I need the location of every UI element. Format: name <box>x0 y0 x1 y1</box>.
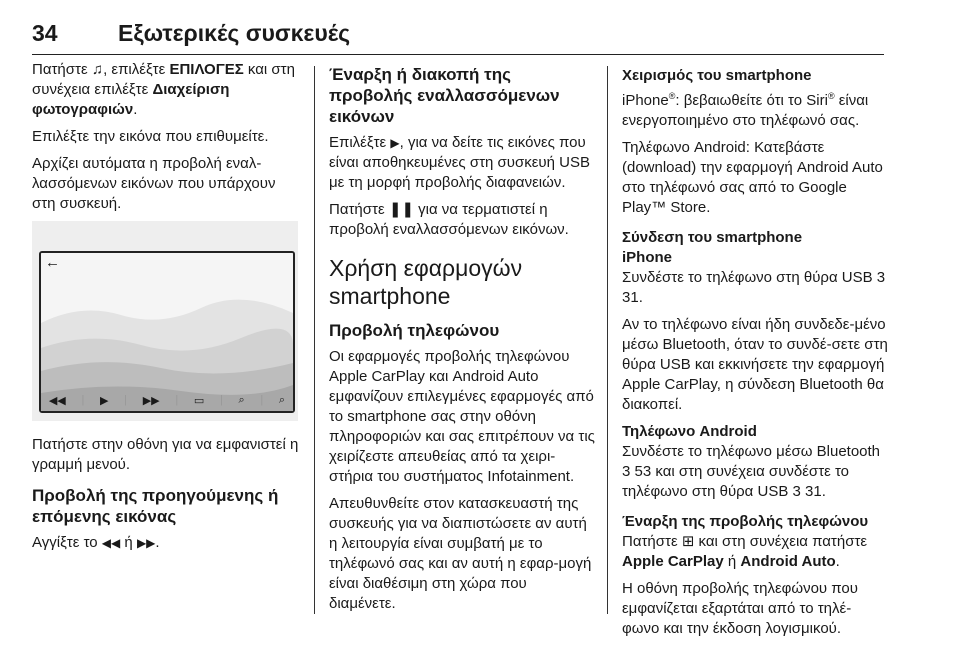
column-divider <box>607 66 608 614</box>
chapter-heading: Χρήση εφαρμογών smartphone <box>329 255 523 309</box>
previous-icon: ◀◀ <box>101 536 121 550</box>
paragraph: Πατήστε στην οθόνη για να εμφανιστεί η γραμμή μενού. <box>32 436 299 473</box>
landscape-image <box>41 253 293 411</box>
subsection-heading: Τηλέφωνο Android <box>622 423 757 440</box>
page-reference[interactable]: 3 31 <box>792 483 822 500</box>
subsection-heading: iPhone <box>622 249 673 266</box>
section-heading: Προβολή τηλεφώνου <box>329 321 500 340</box>
page-title: Εξωτερικές συσκευές <box>118 20 351 46</box>
display-screen <box>39 251 295 413</box>
column-3 <box>622 60 888 646</box>
paragraph: Επιλέξτε ▶, για να δείτε τις εικόνες που είναι αποθηκευμένες στη συσκευή USB με τη μορφή προβολής διαφανειών. <box>329 134 590 191</box>
rewind-icon: ◀◀ <box>48 394 66 407</box>
zoom-out-icon: ⌕ <box>238 393 245 406</box>
play-icon: ▶ <box>100 394 109 407</box>
slideshow-icon: ▭ <box>193 394 205 407</box>
paragraph: Απευθυνθείτε στον κατασκευαστή της συσκευής για να διαπιστώσετε αν αυτή η λειτουργία είναι συμβατή με το τηλέφωνό σας και αν αυτή η εφαρ-μογή είναι διαθέσιμη στη χώρα που διαμένετε. <box>329 495 592 612</box>
paragraph: Πατήστε ♫, επιλέξτε ΕΠΙΛΟΓΕΣ και στη συνέχεια επιλέξτε Διαχείριση φωτογραφιών. <box>32 61 295 118</box>
next-icon: ▶▶ <box>136 536 156 550</box>
section-heading: Έναρξη ή διακοπή της προβολής εναλλασσόμενων εικόνων <box>329 65 560 126</box>
apps-grid-icon: ⊞ <box>681 533 695 550</box>
column-1 <box>32 60 302 560</box>
paragraph: Πατήστε ❚❚ για να τερματιστεί η προβολή εναλλασσόμενων εικόνων. <box>329 201 569 238</box>
play-icon: ▶ <box>390 136 400 150</box>
page-header <box>32 20 884 55</box>
zoom-in-icon: ⌕ <box>278 393 286 406</box>
paragraph: Πατήστε ⊞ και στη συνέχεια πατήστε Apple CarPlay ή Android Auto. <box>622 533 868 570</box>
pause-icon: ❚❚ <box>388 201 414 218</box>
subsection-heading: Έναρξη της προβολής τηλεφώνου <box>622 513 869 530</box>
paragraph: Αγγίξτε το ◀◀ ή ▶▶. <box>32 534 160 551</box>
page-number: 34 <box>32 20 58 46</box>
paragraph: Συνδέστε το τηλέφωνο μέσω Bluetooth 3 53 και στη συνέχεια συνδέστε το τηλέφωνο στη θύρα USB 3 31. <box>622 443 881 500</box>
section-heading: Προβολή της προηγούμενης ή επόμενης εικόνας <box>32 486 279 526</box>
paragraph: Συνδέστε το τηλέφωνο στη θύρα USB 3 31. <box>622 269 886 306</box>
paragraph: Αρχίζει αυτόματα η προβολή εναλ-λασσόμενων εικόνων που υπάρχουν στη συσκευή. <box>32 155 276 212</box>
page-reference[interactable]: 3 31 <box>622 269 886 306</box>
back-arrow-icon: ← <box>45 254 60 271</box>
paragraph: Επιλέξτε την εικόνα που επιθυμείτε. <box>32 128 269 145</box>
paragraph: Η οθόνη προβολής τηλεφώνου που εμφανίζεται εξαρτάται από το τηλέ-φωνο και την έκδοση λογισμικού. <box>622 580 858 637</box>
menu-bar: ◀◀ | ▶ | ▶▶ | ▭ | ⌕ | ⌕ <box>48 393 286 407</box>
paragraph: Αν το τηλέφωνο είναι ήδη συνδεδε-μένο μέσω Bluetooth, όταν το συνδέ-σετε στη θύρα USB και εκκινήσετε την εφαρμογή Apple CarPlay, η σύνδεση Bluetooth θα διακοπεί. <box>622 316 888 413</box>
slideshow-illustration <box>32 221 298 421</box>
subsection-heading: Σύνδεση του smartphone <box>622 229 803 246</box>
page-reference[interactable]: 3 53 <box>622 463 652 480</box>
paragraph: Οι εφαρμογές προβολής τηλεφώνου Apple CarPlay και Android Auto εμφανίζουν επιλεγμένες εφαρμογές από το smartphone σας στην οθόνη πληροφοριών και σας επιτρέπουν να τις χειρίζεστε απευθείας από τα χειρι-στήρια του συστήματος Infotainment. <box>329 348 595 485</box>
paragraph: Τηλέφωνο Android: Κατεβάστε (download) την εφαρμογή Android Auto στο τηλέφωνό σας από το Google Play™ Store. <box>622 139 883 216</box>
paragraph: iPhone®: βεβαιωθείτε ότι το Siri® είναι ενεργοποιημένο στο τηλέφωνό σας. <box>622 91 869 129</box>
fast-forward-icon: ▶▶ <box>142 394 160 407</box>
column-2 <box>329 60 595 621</box>
column-divider <box>314 66 315 614</box>
subsection-heading: Χειρισμός του smartphone <box>622 67 812 84</box>
music-note-icon: ♫ <box>91 61 104 78</box>
